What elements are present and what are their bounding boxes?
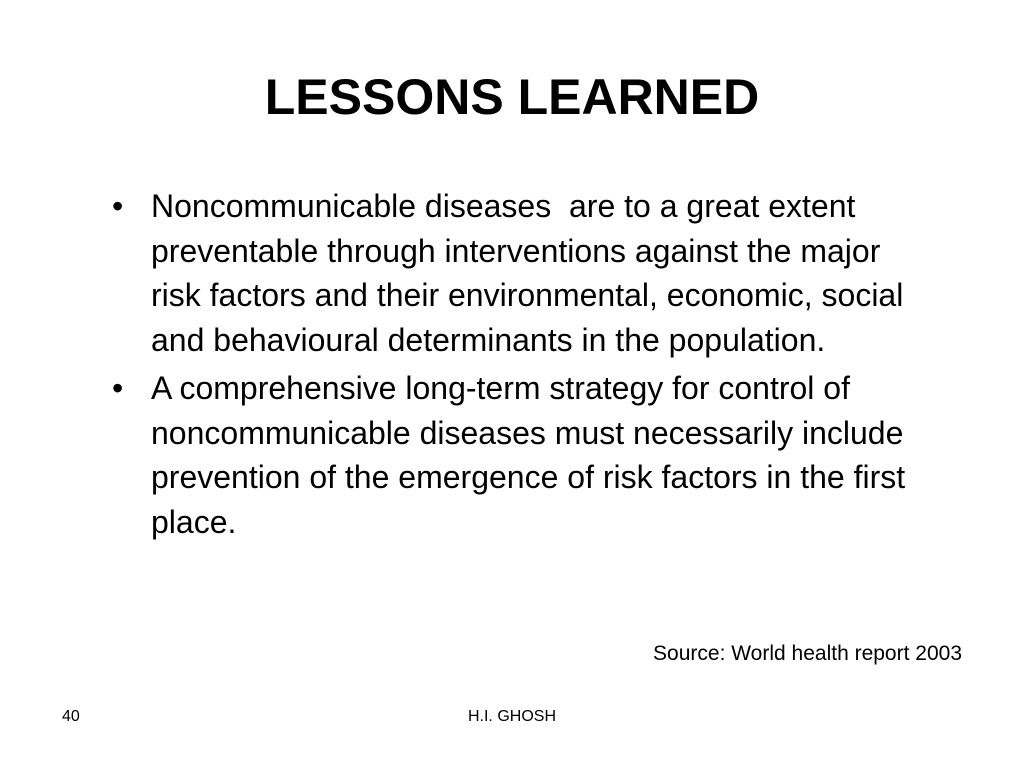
- slide-number: 40: [62, 708, 80, 725]
- bullet-text: A comprehensive long-term strategy for control of noncommunicable diseases must necessarily include prevention of the emergence of risk factors in the first place.: [151, 370, 906, 540]
- source-citation: Source: World health report 2003: [653, 642, 962, 665]
- bullet-item: [112, 366, 932, 544]
- bullet-icon: •: [112, 188, 124, 224]
- bullet-text: Noncommunicable diseases are to a great extent preventable through interventions against the major risk factors and their environmental, economic, social and behavioural determinants in the population.: [151, 188, 913, 358]
- bullet-icon: •: [112, 370, 124, 406]
- slide-title: LESSONS LEARNED: [264, 69, 760, 125]
- bullet-item: [112, 184, 932, 362]
- footer-author: H.I. GHOSH: [467, 708, 556, 725]
- bullet-list: [112, 184, 932, 548]
